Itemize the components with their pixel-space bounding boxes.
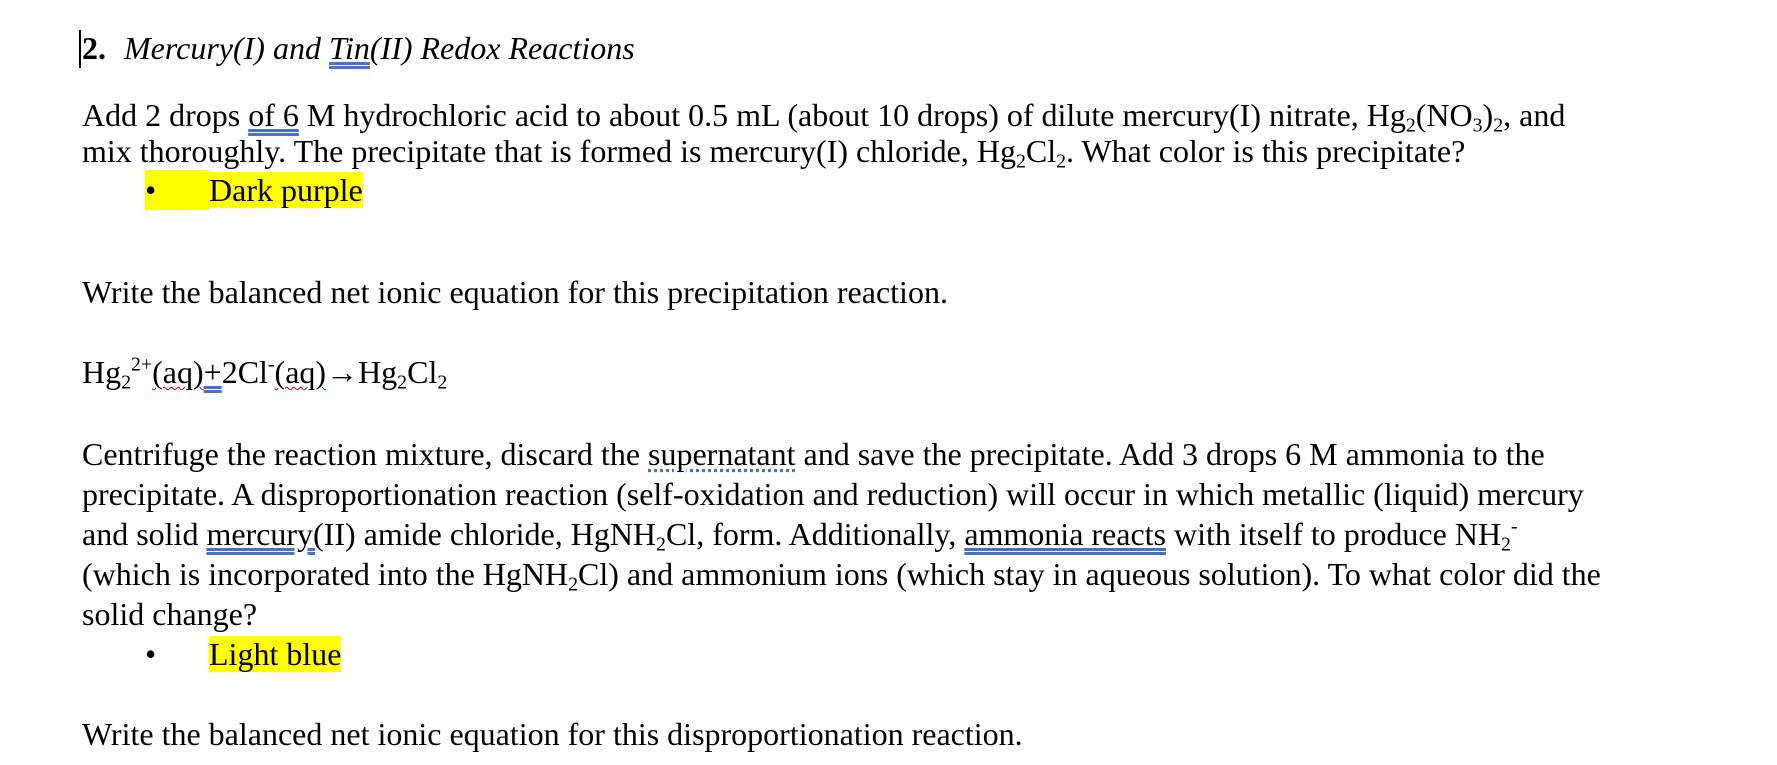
subscript: 2 [568,573,579,596]
answer1-list-item[interactable] [145,170,363,210]
p2-text: and solid [82,516,207,552]
paragraph1-line1[interactable] [82,95,1565,135]
subscript: 2 [397,371,408,394]
p2-text: II) amide chloride, HgNH [323,516,657,552]
answer2-list-item[interactable] [145,634,341,674]
subscript: 3 [1472,114,1483,137]
subscript: 2 [1493,114,1504,137]
eq-text: →Hg [326,354,398,390]
eq-aq-spelling: (aq) [152,354,204,390]
p2-mercury-grammar: mercury( [206,516,324,552]
subscript: 2 [121,371,132,394]
p1-text: , and [1503,97,1566,133]
section-title [124,30,635,66]
subscript: 2 [1056,150,1067,173]
eq-plus: + [203,354,222,390]
p1-text: . What color is this precipitate? [1066,133,1466,169]
paragraph2-line5[interactable]: solid change? [82,596,258,632]
bullet-icon: • [145,636,157,672]
paragraph2-line2[interactable]: precipitate. A disproportionation reaction (self-oxidation and reduction) will occur in which metallic (liquid) mercury [82,476,1584,512]
paragraph2-line4[interactable] [82,554,1601,594]
answer2-text: Light blue [209,636,342,672]
p1-text: mix thoroughly. The precipitate that is formed is mercury(I) chloride, Hg [82,133,1016,169]
prompt2[interactable]: Write the balanced net ionic equation for this disproportionation reaction. [82,716,1023,752]
eq-aq-spelling: (aq) [274,354,327,390]
subscript: 2 [656,533,666,556]
p2-text: Centrifuge the reaction mixture, discard the [82,436,649,472]
p2-supernatant: supernatant [648,436,796,472]
title-text: Mercury(I) and [124,30,329,66]
paragraph2-line3[interactable] [82,514,1518,554]
p2-text: and save the precipitate. Add 3 drops 6 M ammonia to the [795,436,1545,472]
bullet-icon: • [145,170,209,210]
superscript: - [267,353,275,376]
section-number: 2. [82,30,106,66]
p2-text: Cl, form. Additionally, [665,516,965,552]
p1-text: Cl [1025,133,1057,169]
eq-text: Cl [407,354,438,390]
title-tin: Tin [328,30,370,66]
paragraph2-line1[interactable] [82,434,1545,474]
subscript: 2 [1015,150,1026,173]
p1-text: ) [1482,97,1494,133]
paragraph1-line2[interactable] [82,131,1465,171]
p2-text: Cl) and ammonium ions (which stay in aqueous solution). To what color did the [578,556,1601,592]
section-heading[interactable] [82,28,635,68]
p2-text: with itself to produce NH [1166,516,1502,552]
subscript: 2 [1405,114,1416,137]
p1-text: (NO [1415,97,1473,133]
eq-text: Hg [82,354,122,390]
p2-ammonia-grammar: ammonia reacts [964,516,1166,552]
superscript: - [1510,515,1518,538]
p1-text: M hydrochloric acid to about 0.5 mL (about 10 drops) of dilute mercury(I) nitrate, Hg [298,97,1406,133]
p1-text: Add 2 drops [82,97,249,133]
p1-of-grammar: of 6 [248,97,299,133]
title-text-end: (II) Redox Reactions [369,30,635,66]
subscript: 2 [1501,533,1511,556]
equation1[interactable] [82,352,447,392]
superscript: 2+ [131,353,153,376]
p2-text: (which is incorporated into the HgNH [82,556,569,592]
subscript: 2 [437,371,448,394]
prompt1[interactable]: Write the balanced net ionic equation for this precipitation reaction. [82,274,948,310]
answer1-text: Dark purple [209,172,363,208]
eq-text: 2Cl [221,354,268,390]
text-cursor [79,30,81,68]
